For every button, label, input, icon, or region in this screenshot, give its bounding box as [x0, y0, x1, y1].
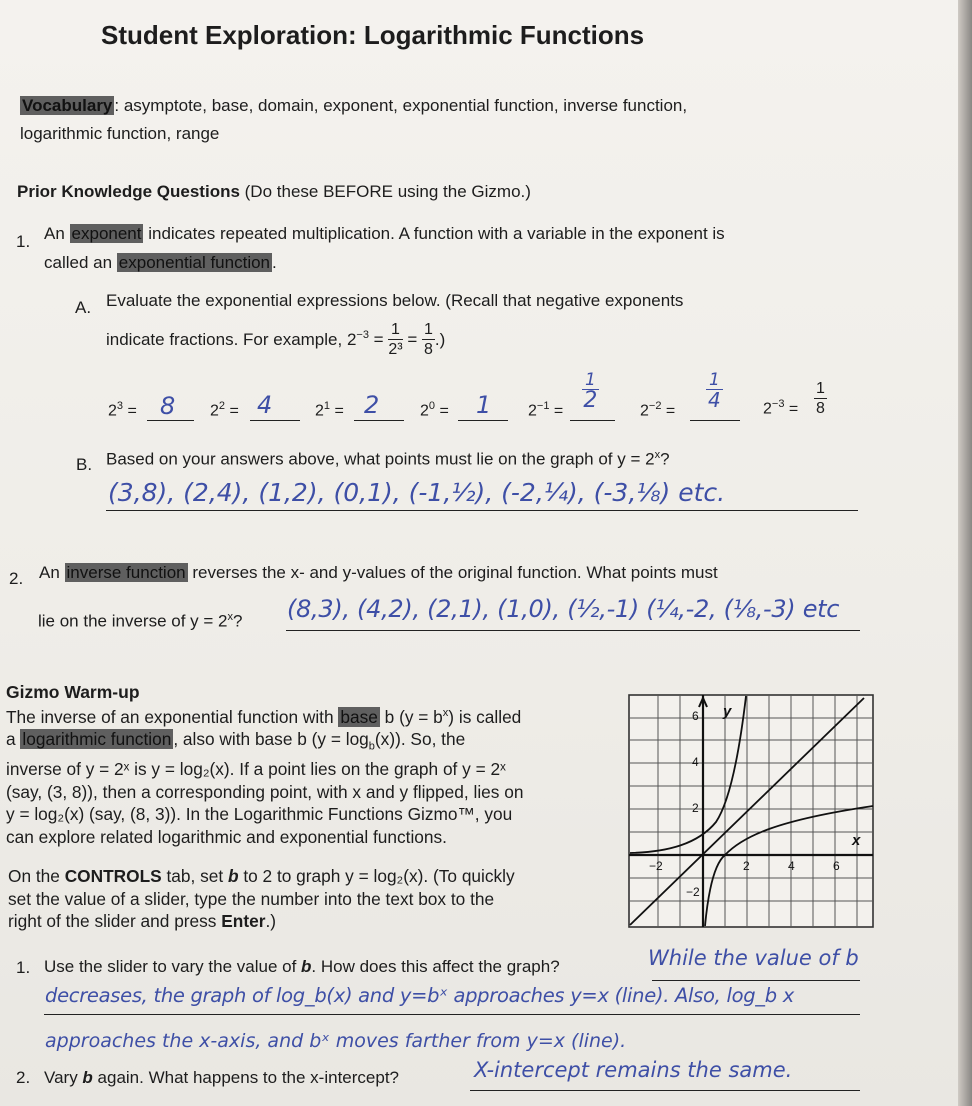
eval-base: 2 — [315, 402, 324, 420]
q2-exponent: x — [227, 611, 233, 623]
eval-exponent: −1 — [536, 400, 550, 412]
q1-called: called an — [44, 253, 117, 272]
q2-an: An — [39, 563, 65, 582]
eval-exponent: 2 — [218, 400, 226, 412]
q1b-text: Based on your answers above, what points must lie on the graph of y = 2 — [106, 449, 655, 469]
answer-line — [690, 420, 740, 421]
q1-an: An — [44, 224, 70, 243]
eval-base: 2 — [108, 402, 117, 420]
y-tick-label: 6 — [692, 709, 699, 723]
warmup-text: ) is called — [448, 706, 522, 727]
answer-2-1: 2 — [364, 391, 380, 419]
q1-rest: indicates repeated multiplication. A function with a variable in the exponent is — [143, 224, 725, 243]
controls-line-1 — [8, 865, 515, 888]
base-term: base — [340, 706, 378, 727]
controls-text: right of the slider and press — [8, 911, 222, 931]
logarithmic-function-term: logarithmic function — [22, 729, 172, 750]
answer-line — [652, 980, 860, 981]
q2-rest: reverses the x- and y-values of the original function. What points must — [187, 563, 718, 582]
warmup-text: a — [6, 729, 21, 750]
q2-line-2 — [38, 611, 242, 632]
warmup-text: , also with base b (y = log — [173, 729, 369, 750]
answer-line — [354, 420, 404, 421]
controls-tab-name: CONTROLS — [64, 866, 162, 886]
eval-2-0: $2^0$ = — [420, 400, 449, 420]
fraction-numerator: 1 — [816, 380, 825, 397]
w2-text: Vary — [44, 1068, 83, 1087]
answer-denominator: 2 — [583, 388, 598, 413]
eval-exponent: 3 — [116, 400, 124, 412]
controls-variable: b — [227, 866, 239, 886]
eval-exponent: 1 — [323, 400, 331, 412]
w1-number: 1. — [16, 958, 31, 977]
fraction-denominator: 2³ — [388, 341, 403, 358]
q1b-exponent: x — [654, 449, 661, 461]
q1-line-2 — [44, 253, 277, 273]
q1b-question — [106, 449, 670, 470]
w1-text: Use the slider to vary the value of — [44, 957, 302, 976]
w1-answer-line-3: approaches the x-axis, and bˣ moves farther from y=x (line). — [45, 1030, 627, 1052]
answer-line — [470, 1090, 860, 1091]
answer-2-0: 1 — [476, 391, 492, 419]
eval-2-3: $2^3$ = — [108, 400, 137, 420]
answer-numerator: 1 — [582, 372, 599, 390]
answer-numerator: 1 — [706, 372, 723, 390]
y-axis-label: y — [723, 703, 732, 720]
warmup-line-2 — [6, 728, 523, 758]
warmup-subscript: b — [368, 740, 375, 753]
warmup-heading: Gizmo Warm-up — [6, 682, 140, 702]
eval-base: 2 — [528, 402, 537, 420]
eval-2-neg2: $2^{-2}$ = — [640, 400, 676, 420]
q1a-example: indicate fractions. For example, 2 — [106, 330, 357, 349]
x-tick-label: 6 — [833, 859, 840, 873]
eval-exponent: −3 — [771, 398, 785, 410]
eval-base: 2 — [763, 400, 772, 418]
w1-question — [44, 957, 560, 977]
controls-paragraph — [8, 865, 515, 933]
q2-answer: (8,3), (4,2), (2,1), (1,0), (½,-1) (¼,-2, (⅛,-3) etc — [287, 595, 840, 623]
answer-line — [106, 510, 858, 511]
x-tick-label: 4 — [788, 859, 795, 873]
vocabulary-line-2: logarithmic function, range — [20, 124, 220, 143]
q2-text: lie on the inverse of y = 2 — [38, 611, 228, 631]
q1-line-1 — [44, 224, 725, 244]
warmup-line-6: can explore related logarithmic and exponential functions. — [6, 826, 447, 847]
x-tick-label: 2 — [743, 859, 750, 873]
vocabulary-line-1 — [20, 96, 687, 116]
w1-answer-line-2: decreases, the graph of log_b(x) and y=bˣ approaches y=x (line). Also, log_b x — [45, 984, 794, 1007]
eval-exponent: −2 — [648, 400, 662, 412]
controls-line-3 — [8, 910, 515, 933]
w1-text: . How does this affect the graph? — [311, 957, 560, 976]
inverse-function-term: inverse function — [66, 563, 186, 582]
w2-text: again. What happens to the x-intercept? — [92, 1068, 400, 1087]
controls-text: to 2 to graph y = log₂(x). (To quickly — [238, 866, 515, 886]
page-edge-shadow — [958, 0, 972, 1106]
enter-key-label: Enter — [221, 911, 266, 931]
controls-text: On the — [8, 866, 65, 886]
x-tick-label: −2 — [649, 859, 663, 873]
eval-2-2: $2^2$ = — [210, 400, 239, 420]
q1a-line-2: indicate fractions. For example, $2^{-3}$ = $\frac{1}{\text{2³}}$ = $\frac{1}{8}$ .) — [106, 321, 446, 358]
controls-text: .) — [265, 911, 276, 931]
y-tick-label: 4 — [692, 755, 699, 769]
controls-text: tab, set — [161, 866, 228, 886]
warmup-exponent: x — [442, 707, 449, 719]
y-tick-label: −2 — [686, 885, 700, 899]
w2-question — [44, 1068, 399, 1088]
q1b-letter: B. — [76, 455, 93, 474]
warmup-paragraph — [6, 702, 523, 848]
log-exp-graph — [628, 694, 874, 928]
warmup-text: (x)). So, the — [374, 729, 466, 750]
eval-2-1: $2^1$ = — [315, 400, 344, 420]
q2-qmark: ? — [232, 611, 243, 631]
q2-number: 2. — [9, 569, 24, 588]
answer-2-neg1 — [582, 372, 599, 412]
fraction-denominator: 8 — [816, 400, 825, 417]
q2-line-1 — [39, 563, 718, 583]
warmup-line-3: inverse of y = 2ˣ is y = log₂(x). If a point lies on the graph of y = 2ˣ — [6, 759, 506, 780]
eval-2-neg1: $2^{-1}$ = — [528, 400, 564, 420]
answer-line — [570, 420, 615, 421]
q1a-equals: = — [368, 330, 384, 349]
controls-line-2: set the value of a slider, type the number into the text box to the — [8, 888, 495, 909]
answer-2-2: 4 — [257, 391, 273, 419]
q1b-qmark: ? — [660, 449, 670, 469]
y-tick-label: 2 — [692, 801, 699, 815]
eval-2-neg3: $2^{-3}$ = — [763, 398, 799, 418]
fraction-numerator: 1 — [423, 321, 433, 338]
q1-number: 1. — [16, 232, 31, 251]
q1-period: . — [272, 253, 277, 272]
q1a-letter: A. — [75, 298, 92, 317]
w2-answer: X-intercept remains the same. — [474, 1058, 793, 1082]
warmup-text: b (y = b — [379, 706, 443, 727]
eval-base: 2 — [420, 402, 429, 420]
answer-2-3: 8 — [160, 392, 176, 420]
exponent-term: exponent — [71, 224, 142, 243]
w1-answer-line-1: While the value of b — [648, 946, 859, 970]
answer-2-neg3 — [814, 381, 827, 417]
fraction-denominator: 8 — [423, 341, 433, 358]
w1-variable: b — [301, 957, 312, 976]
w2-number: 2. — [16, 1068, 31, 1087]
example-fraction-1 — [388, 322, 402, 358]
exponential-function-term: exponential function — [118, 253, 271, 272]
q1a-close: .) — [434, 330, 446, 349]
eval-base: 2 — [210, 402, 219, 420]
q1a-example-exponent: −3 — [356, 328, 369, 341]
q1a-line-1: Evaluate the exponential expressions below. (Recall that negative exponents — [106, 291, 684, 310]
prior-knowledge-heading — [17, 182, 531, 202]
warmup-line-4: (say, (3, 8)), then a corresponding point, with x and y flipped, lies on — [6, 781, 524, 802]
vocabulary-label: Vocabulary — [22, 96, 113, 115]
page-title: Student Exploration: Logarithmic Functions — [101, 20, 645, 50]
graph-frame — [629, 695, 873, 927]
answer-line — [250, 420, 300, 421]
vocabulary-list: : asymptote, base, domain, exponent, exponential function, inverse function, — [114, 96, 688, 115]
answer-line — [44, 1014, 860, 1015]
fraction-numerator: 1 — [388, 322, 402, 340]
answer-line — [147, 420, 194, 421]
x-axis-label: x — [852, 832, 861, 849]
answer-line — [458, 420, 508, 421]
prior-heading-note: (Do these BEFORE using the Gizmo.) — [239, 182, 531, 201]
eval-exponent: 0 — [428, 400, 436, 412]
printed-fraction — [814, 381, 827, 417]
prior-heading-bold: Prior Knowledge Questions — [17, 182, 240, 201]
warmup-line-5: y = log₂(x) (say, (8, 3)). In the Logarithmic Functions Gizmo™, you — [6, 804, 513, 825]
q1b-answer: (3,8), (2,4), (1,2), (0,1), (-1,½), (-2,¼), (-3,⅛) etc. — [108, 478, 726, 507]
answer-denominator: 4 — [708, 388, 721, 412]
warmup-line-1 — [6, 702, 523, 728]
example-fraction-2 — [422, 322, 435, 358]
warmup-text: The inverse of an exponential function with — [6, 706, 339, 727]
answer-line — [286, 630, 860, 631]
answer-2-neg2 — [706, 372, 723, 410]
eval-base: 2 — [640, 402, 649, 420]
w2-variable: b — [82, 1068, 93, 1087]
